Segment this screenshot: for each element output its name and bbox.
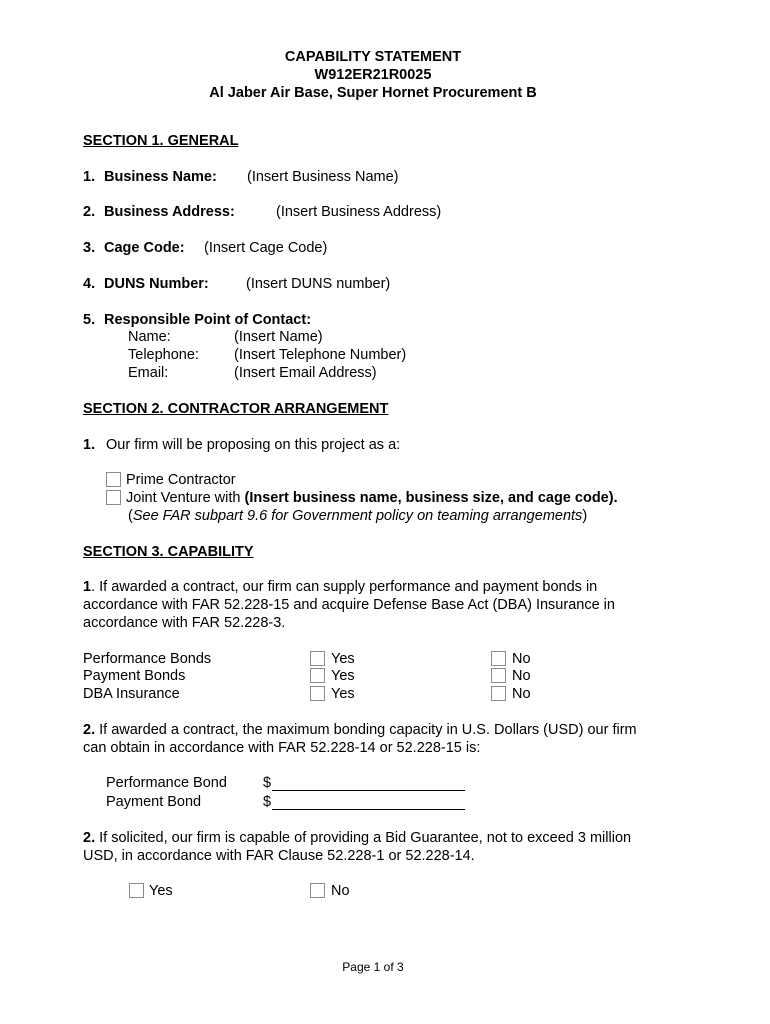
performance-bond-capacity-label: Performance Bond <box>106 775 227 791</box>
note-close-paren: ) <box>582 508 588 524</box>
bid-guarantee-yes-checkbox[interactable] <box>129 883 144 898</box>
s3-q1-paragraph <box>83 578 673 632</box>
note-open-paren: ( <box>128 508 133 524</box>
joint-venture-field[interactable]: (Insert business name, business size, and cage code). <box>244 490 618 506</box>
bid-guarantee-yes-label: Yes <box>149 883 173 899</box>
prime-contractor-checkbox[interactable] <box>106 472 121 487</box>
poc-telephone-label: Telephone: <box>128 347 199 363</box>
performance-bonds-no-label: No <box>512 651 531 667</box>
s3-q1-text: . If awarded a contract, our firm can supply performance and payment bonds in accordance with FAR 52.228-15 and acquire Defense Base Act (DBA) Insurance in accordance with FAR 52.228-3. <box>83 579 615 631</box>
payment-bonds-yes-label: Yes <box>331 668 355 684</box>
duns-number-label: DUNS Number: <box>104 276 209 292</box>
page-number: Page 1 of 3 <box>342 960 404 974</box>
payment-bonds-no-checkbox[interactable] <box>491 668 506 683</box>
cage-code-field[interactable]: (Insert Cage Code) <box>204 240 328 256</box>
dba-insurance-yes-label: Yes <box>331 686 355 702</box>
joint-venture-checkbox[interactable] <box>106 490 121 505</box>
payment-bonds-no-label: No <box>512 668 531 684</box>
joint-venture-label <box>126 489 618 507</box>
poc-email-field[interactable]: (Insert Email Address) <box>234 365 377 381</box>
poc-telephone-field[interactable]: (Insert Telephone Number) <box>234 347 407 363</box>
performance-bonds-no-checkbox[interactable] <box>491 651 506 666</box>
section1-heading: SECTION 1. GENERAL <box>83 133 239 149</box>
s2-q1-text: Our firm will be proposing on this project as a: <box>106 437 401 453</box>
payment-bond-currency: $ <box>263 794 272 810</box>
item1-number: 1. <box>83 169 96 185</box>
duns-number-field[interactable]: (Insert DUNS number) <box>246 276 391 292</box>
poc-label: Responsible Point of Contact: <box>104 312 312 328</box>
cage-code-label: Cage Code: <box>104 240 185 256</box>
performance-bonds-yes-checkbox[interactable] <box>310 651 325 666</box>
payment-bonds-label: Payment Bonds <box>83 668 186 684</box>
performance-bonds-yes-label: Yes <box>331 651 355 667</box>
item3-number: 3. <box>83 240 96 256</box>
business-address-label: Business Address: <box>104 204 235 220</box>
business-address-field[interactable]: (Insert Business Address) <box>276 204 442 220</box>
payment-bond-capacity-label: Payment Bond <box>106 794 202 810</box>
document-title: CAPABILITY STATEMENT <box>284 49 462 65</box>
section2-heading: SECTION 2. CONTRACTOR ARRANGEMENT <box>83 401 389 417</box>
poc-name-label: Name: <box>128 329 171 345</box>
poc-email-label: Email: <box>128 365 169 381</box>
s3-q3-text: If solicited, our firm is capable of providing a Bid Guarantee, not to exceed 3 million USD, in accordance with FAR Clause 52.228-1 or 52.228-14. <box>83 830 632 864</box>
s3-q2-paragraph <box>83 721 653 757</box>
poc-name-field[interactable]: (Insert Name) <box>234 329 323 345</box>
item2-number: 2. <box>83 204 96 220</box>
note-text: See FAR subpart 9.6 for Government policy on teaming arrangements <box>132 508 583 524</box>
s2-q1-number: 1. <box>83 437 96 453</box>
project-name: Al Jaber Air Base, Super Hornet Procurement B <box>209 85 537 101</box>
s3-q3-paragraph <box>83 829 663 865</box>
dba-insurance-no-checkbox[interactable] <box>491 686 506 701</box>
s3-q2-number: 2. <box>83 722 96 738</box>
business-name-label: Business Name: <box>104 169 217 185</box>
payment-bonds-yes-checkbox[interactable] <box>310 668 325 683</box>
bid-guarantee-no-checkbox[interactable] <box>310 883 325 898</box>
solicitation-number: W912ER21R0025 <box>314 67 432 83</box>
section3-heading: SECTION 3. CAPABILITY <box>83 544 254 560</box>
prime-contractor-label: Prime Contractor <box>126 472 236 488</box>
business-name-field[interactable]: (Insert Business Name) <box>247 169 399 185</box>
s3-q2-text: If awarded a contract, the maximum bonding capacity in U.S. Dollars (USD) our firm can obtain in accordance with FAR 52.228-14 or 52.228-15 is: <box>83 722 637 756</box>
dba-insurance-no-label: No <box>512 686 531 702</box>
bid-guarantee-no-label: No <box>331 883 350 899</box>
s3-q1-number: 1 <box>83 579 92 595</box>
performance-bonds-label: Performance Bonds <box>83 651 212 667</box>
item5-number: 5. <box>83 312 96 328</box>
payment-bond-amount-field[interactable] <box>272 809 465 810</box>
joint-venture-prefix: Joint Venture with <box>126 490 245 506</box>
dba-insurance-yes-checkbox[interactable] <box>310 686 325 701</box>
performance-bond-amount-field[interactable] <box>272 790 465 791</box>
far-teaming-note <box>128 507 587 525</box>
dba-insurance-label: DBA Insurance <box>83 686 180 702</box>
performance-bond-currency: $ <box>263 775 272 791</box>
item4-number: 4. <box>83 276 96 292</box>
s3-q3-number: 2. <box>83 830 96 846</box>
